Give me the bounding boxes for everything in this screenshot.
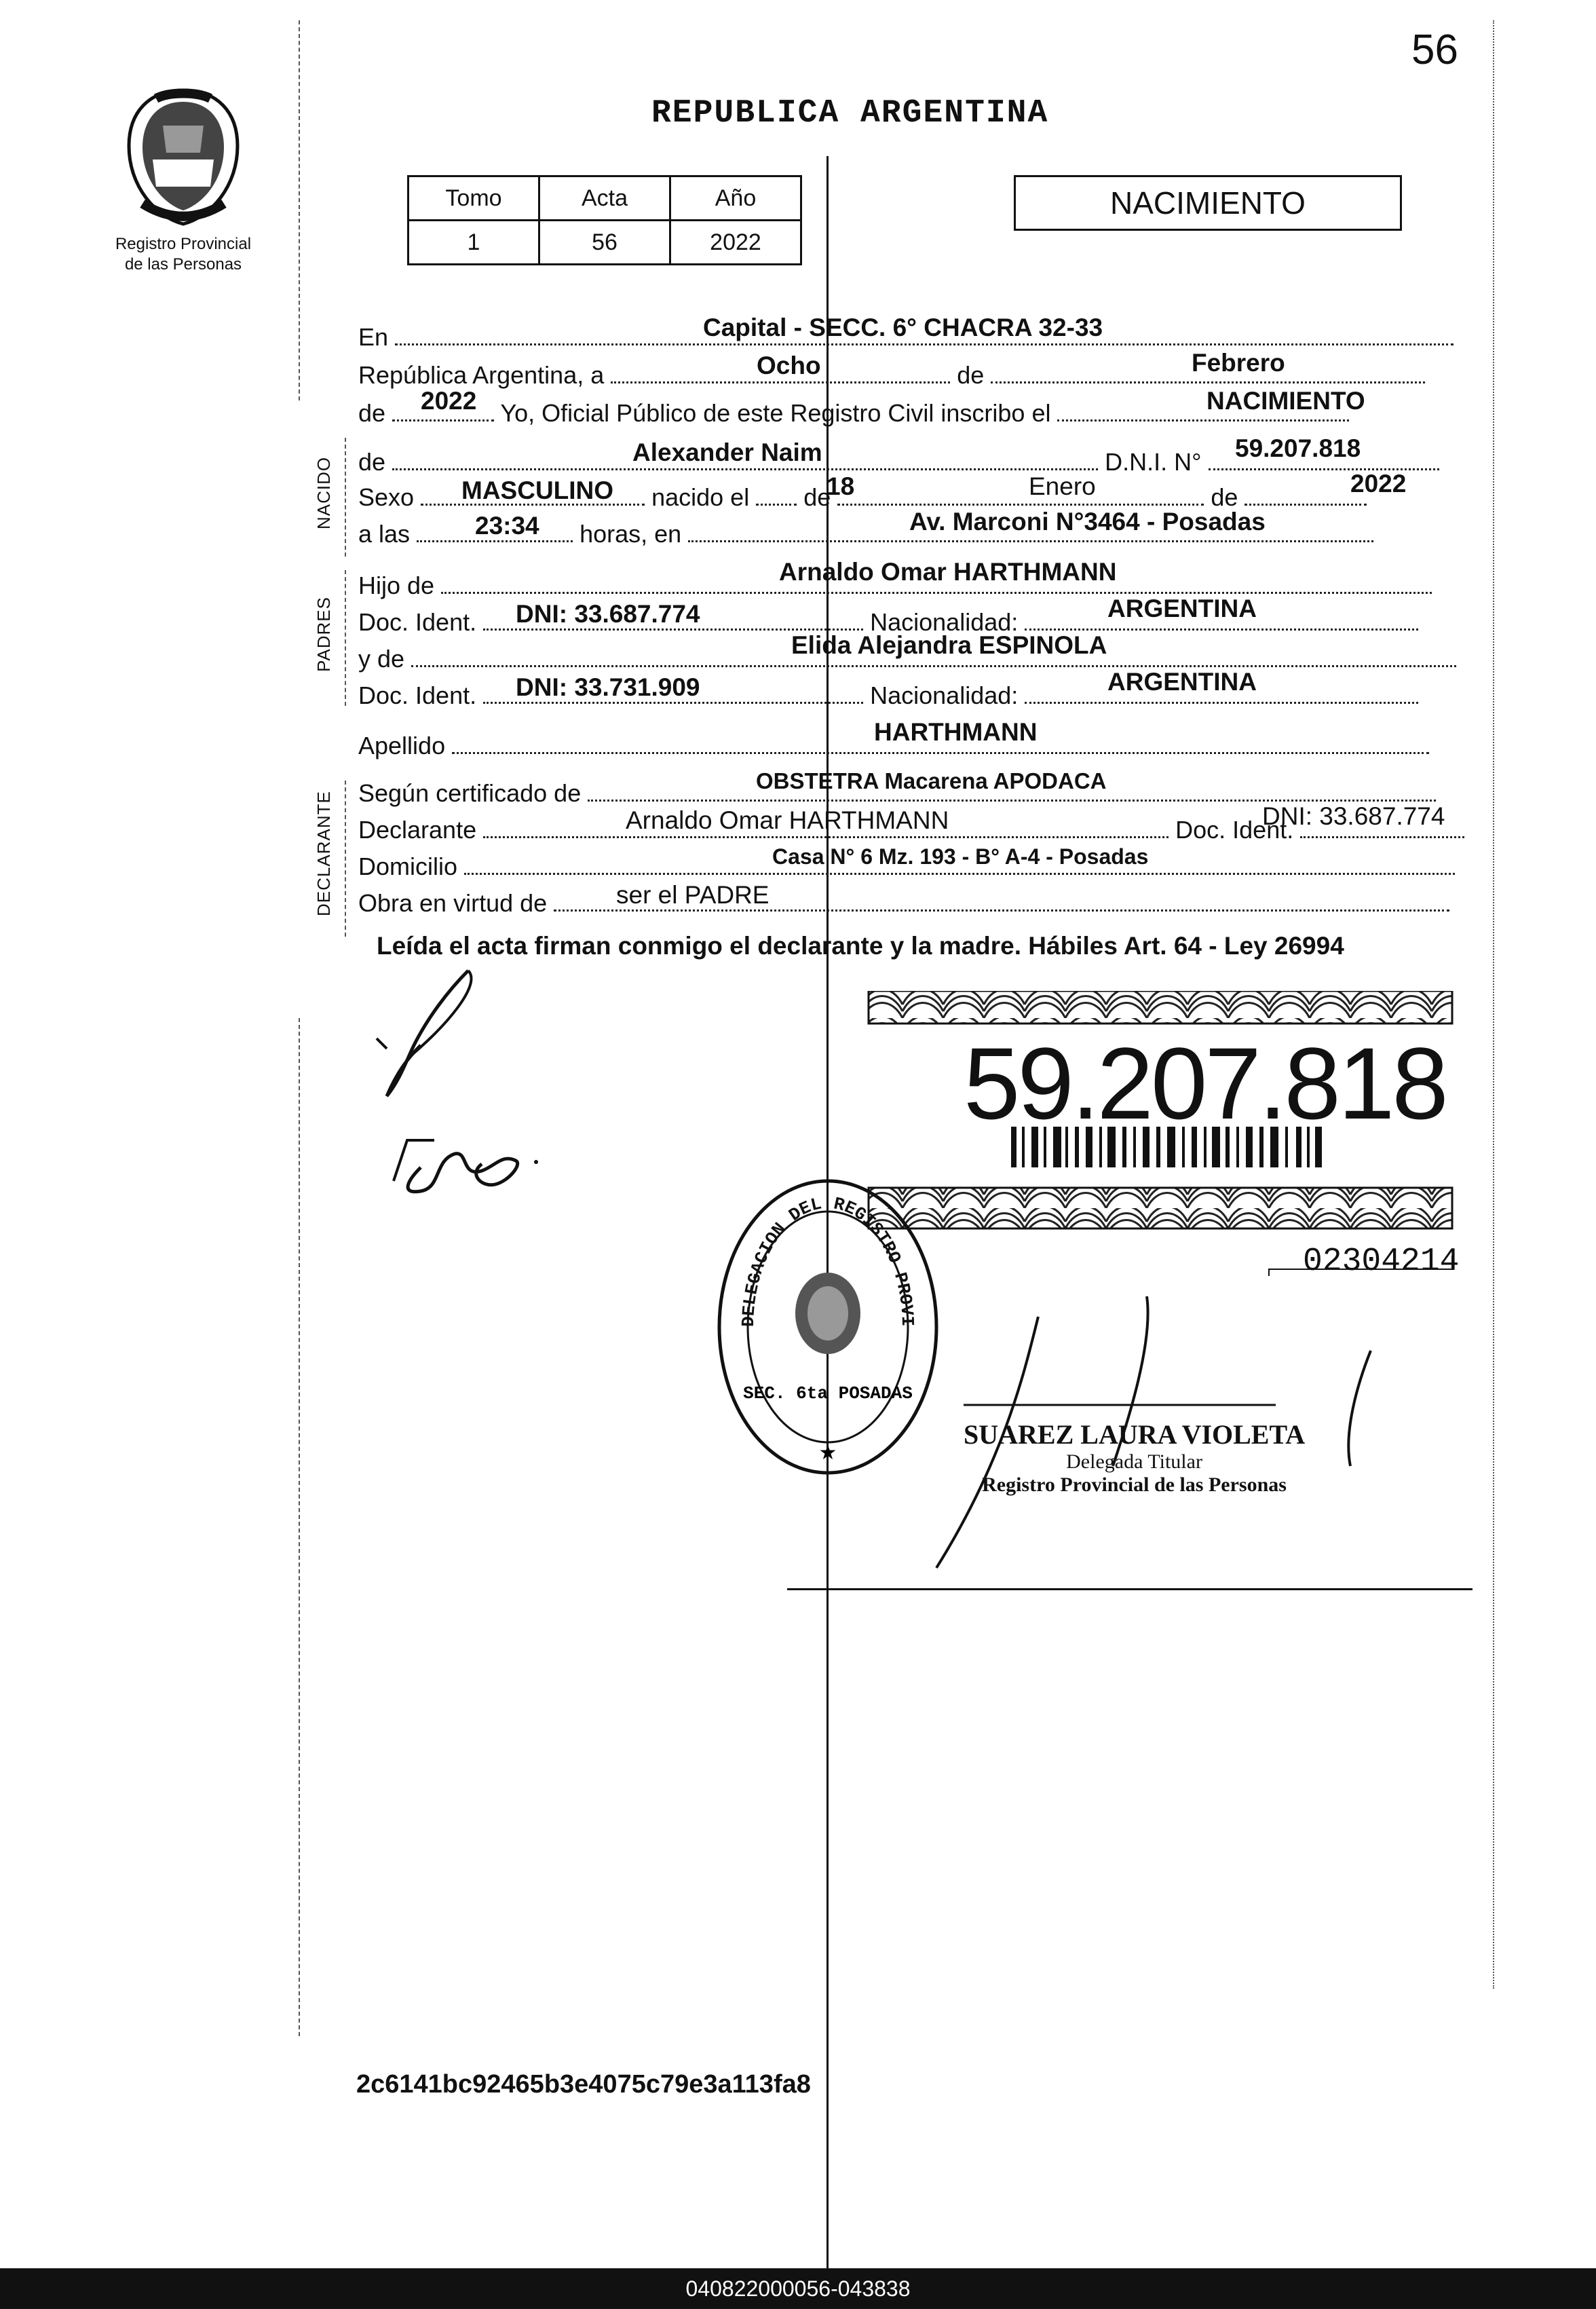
madre-value: Elida Alejandra ESPINOLA bbox=[791, 631, 1107, 659]
province-seal-logo bbox=[115, 85, 251, 227]
delegation-seal bbox=[712, 1174, 943, 1483]
svg-text:★: ★ bbox=[818, 1442, 837, 1464]
nac-anio-value: 2022 bbox=[1350, 470, 1407, 498]
row-sexo: Sexo nacido el de de bbox=[358, 483, 1464, 516]
registry-caption: Registro Provincial de las Personas bbox=[115, 235, 252, 274]
record-type-box: NACIMIENTO bbox=[1014, 175, 1402, 231]
seal-ring-text: DELEGACION DEL REGISTRO PROVI bbox=[738, 1193, 918, 1328]
row-en: En bbox=[358, 323, 1464, 356]
nac-dia-value: 18 bbox=[826, 472, 855, 500]
row-domicilio: Domicilio bbox=[358, 852, 1464, 885]
sticker-serial: 02304214 bbox=[1303, 1243, 1460, 1280]
row-padre-doc: Doc. Ident. Nacionalidad: bbox=[358, 608, 1464, 641]
closing-note: Leída el acta firman conmigo el declarante y la madre. Hábiles Art. 64 - Ley 26994 bbox=[377, 932, 1344, 960]
row-oficial: de Yo, Oficial Público de este Registro Civil inscribo el bbox=[358, 399, 1464, 432]
padre-doc-value: DNI: 33.687.774 bbox=[516, 600, 700, 628]
declarante-signature bbox=[366, 964, 529, 1110]
row-certificado: Según certificado de bbox=[358, 779, 1464, 812]
row-hora: a las horas, en bbox=[358, 520, 1464, 552]
row-nombre: de D.N.I. N° bbox=[358, 448, 1464, 481]
sexo-value: MASCULINO bbox=[461, 476, 614, 504]
document-hash: 2c6141bc92465b3e4075c79e3a113fa8 bbox=[356, 2070, 811, 2099]
domicilio-value: Casa N° 6 Mz. 193 - B° A-4 - Posadas bbox=[772, 844, 1149, 869]
country-title: REPUBLICA ARGENTINA bbox=[651, 95, 1049, 132]
certificado-value: OBSTETRA Macarena APODACA bbox=[756, 768, 1107, 793]
nombre-value: Alexander Naim bbox=[632, 438, 822, 466]
padre-value: Arnaldo Omar HARTHMANN bbox=[779, 558, 1117, 586]
row-padre: Hijo de bbox=[358, 571, 1464, 604]
madre-signature bbox=[380, 1113, 556, 1212]
apellido-value: HARTHMANN bbox=[874, 718, 1038, 746]
seal-inner-text: SEC. 6ta POSADAS bbox=[743, 1383, 913, 1404]
tomo-value: 1 bbox=[408, 221, 539, 265]
inscripcion-value: NACIMIENTO bbox=[1206, 387, 1365, 415]
lugar-nacimiento-value: Av. Marconi N°3464 - Posadas bbox=[909, 508, 1266, 536]
section-label-padres: PADRES bbox=[314, 597, 334, 672]
divider bbox=[345, 781, 346, 937]
dni-value: 59.207.818 bbox=[1235, 434, 1361, 462]
row-fecha: República Argentina, a de bbox=[358, 361, 1464, 394]
section-label-nacido: NACIDO bbox=[314, 456, 334, 529]
row-madre-doc: Doc. Ident. Nacionalidad: bbox=[358, 681, 1464, 714]
section-label-declarante: DECLARANTE bbox=[314, 791, 334, 916]
official-name: SUAREZ LAURA VIOLETA bbox=[964, 1419, 1306, 1450]
row-obra: Obra en virtud de bbox=[358, 889, 1464, 922]
lugar-inscripcion-value: Capital - SECC. 6° CHACRA 32-33 bbox=[703, 314, 1103, 341]
divider bbox=[345, 570, 346, 706]
mes-value: Febrero bbox=[1192, 349, 1285, 377]
tomo-header: Tomo bbox=[408, 176, 539, 221]
row-apellido: Apellido bbox=[358, 732, 1464, 764]
dia-value: Ocho bbox=[757, 352, 821, 379]
madre-doc-value: DNI: 33.731.909 bbox=[516, 673, 700, 701]
anio-header: Año bbox=[670, 176, 801, 221]
official-stamp bbox=[964, 1419, 1305, 1497]
declarante-value: Arnaldo Omar HARTHMANN bbox=[626, 806, 949, 834]
nac-mes-value: Enero bbox=[1029, 472, 1096, 500]
official-role: Delegada Titular bbox=[1066, 1450, 1202, 1473]
row-declarante: Declarante Doc. Ident. bbox=[358, 816, 1464, 848]
row-madre: y de bbox=[358, 645, 1464, 677]
divider bbox=[345, 438, 346, 557]
dni-sticker-number: 59.207.818 bbox=[964, 1026, 1446, 1140]
obra-value: ser el PADRE bbox=[616, 881, 770, 909]
hora-value: 23:34 bbox=[475, 512, 539, 540]
official-office: Registro Provincial de las Personas bbox=[982, 1473, 1287, 1496]
declarante-doc-value: DNI: 33.687.774 bbox=[1262, 802, 1445, 830]
anio-value: 2022 bbox=[670, 221, 801, 265]
anio-inscripcion-value: 2022 bbox=[421, 387, 477, 415]
footer-code: 040822000056-043838 bbox=[0, 2268, 1596, 2309]
record-table bbox=[407, 175, 802, 265]
acta-value: 56 bbox=[539, 221, 670, 265]
page-number: 56 bbox=[1411, 26, 1458, 73]
padre-nacionalidad-value: ARGENTINA bbox=[1107, 595, 1257, 622]
acta-header: Acta bbox=[539, 176, 670, 221]
signature-line bbox=[787, 1588, 1472, 1590]
madre-nacionalidad-value: ARGENTINA bbox=[1107, 668, 1257, 696]
